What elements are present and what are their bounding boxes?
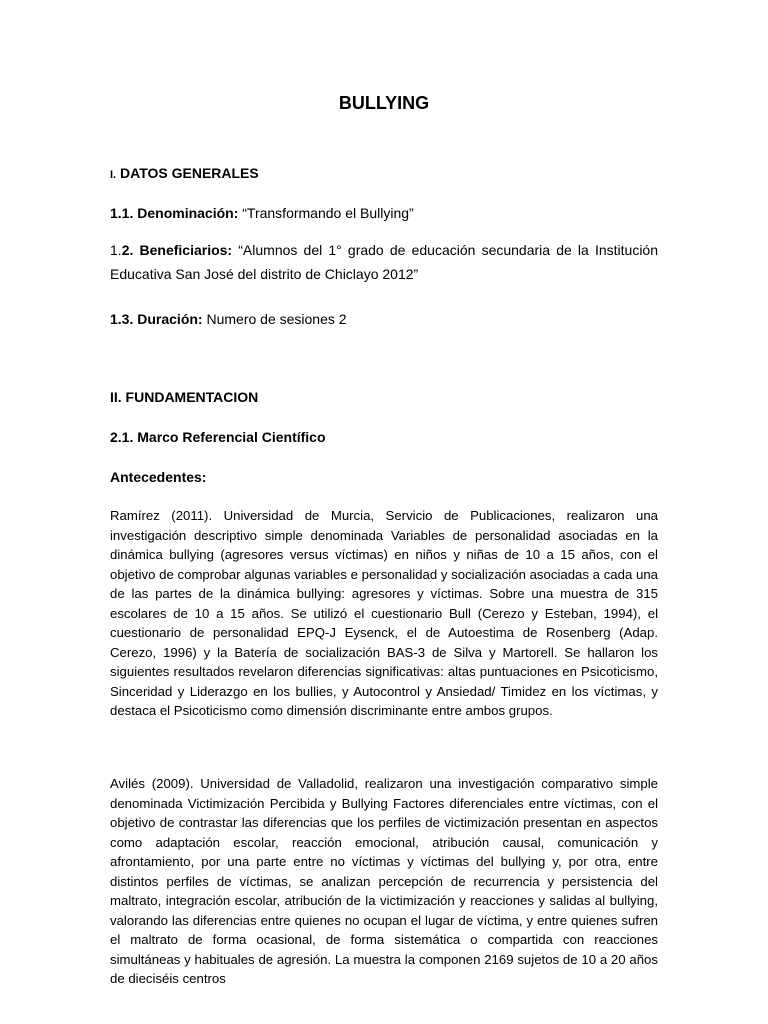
- item-duracion: [110, 310, 658, 328]
- beneficiarios-label-prefix: 1.: [110, 242, 122, 258]
- antecedentes-heading: Antecedentes:: [110, 469, 207, 485]
- subsection-2-1-heading: 2.1. Marco Referencial Científico: [110, 429, 326, 445]
- paragraph-aviles: Avilés (2009). Universidad de Valladolid, realizaron una investigación comparativo simple denominada Victimización Percibida y Bullying Factores diferenciales entre víctimas, con el objetivo de contrastar las diferencias que los perfiles de victimización presentan en aspectos como adaptación escolar, reacción emocional, atribución causal, comunicación y afrontamiento, por una parte entre no víctimas y víctimas del bullying y, por otra, entre distintos perfiles de víctimas, se analizan percepción de recurrencia y persistencia del maltrato, integración escolar, atribución de la victimización y reacciones y salidas al bullying, valorando las diferencias entre quienes no ocupan el lugar de víctima, y entre quienes sufren el maltrato de forma ocasional, de forma sistemática o compartida con reacciones simultáneas y habituales de agresión. La muestra la componen 2169 sujetos de 10 a 20 años de dieciséis centros: [110, 776, 658, 986]
- section-1-numeral: I.: [110, 169, 117, 181]
- paragraph-ramirez: Ramírez (2011). Universidad de Murcia, Servicio de Publicaciones, realizaron una investigación descriptivo simple denominada Variables de personalidad asociadas en la dinámica bullying (agresores versus víctimas) en niños y niñas de 10 a 15 años, con el objetivo de comprobar algunas variables e personalidad y socialización asociadas a cada una de las partes de la dinámica bullying: agresores y víctimas. Sobre una muestra de 315 escolares de 10 a 15 años. Se utilizó el cuestionario Bull (Cerezo y Esteban, 1994), el cuestionario de personalidad EPQ-J Eysenck, el de Autoestima de Rosenberg (Adap. Cerezo, 1996) y la Batería de socialización BAS-3 de Silva y Martorell. Se hallaron los siguientes resultados revelaron diferencias significativas: altas puntuaciones en Psicoticismo, Sinceridad y Liderazgo en los bullies, y Autocontrol y Ansiedad/ Timidez en los víctimas, y destaca el Psicoticismo como dimensión discriminante entre ambos grupos.: [110, 508, 658, 718]
- section-1-heading: [110, 164, 259, 184]
- duracion-value: Numero de sesiones 2: [206, 311, 347, 327]
- denominacion-label: 1.1. Denominación:: [110, 205, 239, 221]
- denominacion-value: “Transformando el Bullying”: [242, 205, 414, 221]
- section-2-heading: II. FUNDAMENTACION: [110, 389, 259, 405]
- document-title: BULLYING: [338, 93, 430, 113]
- section-1-title: DATOS GENERALES: [120, 165, 259, 181]
- duracion-label: 1.3. Duración:: [110, 311, 203, 327]
- beneficiarios-label: 2. Beneficiarios:: [121, 242, 233, 258]
- item-beneficiarios: [110, 238, 658, 286]
- item-denominacion: [110, 204, 658, 222]
- beneficiarios-value: “Alumnos del 1° grado de educación secundaria de la Institución Educativa San José del distrito de Chiclayo 2012”: [110, 242, 659, 282]
